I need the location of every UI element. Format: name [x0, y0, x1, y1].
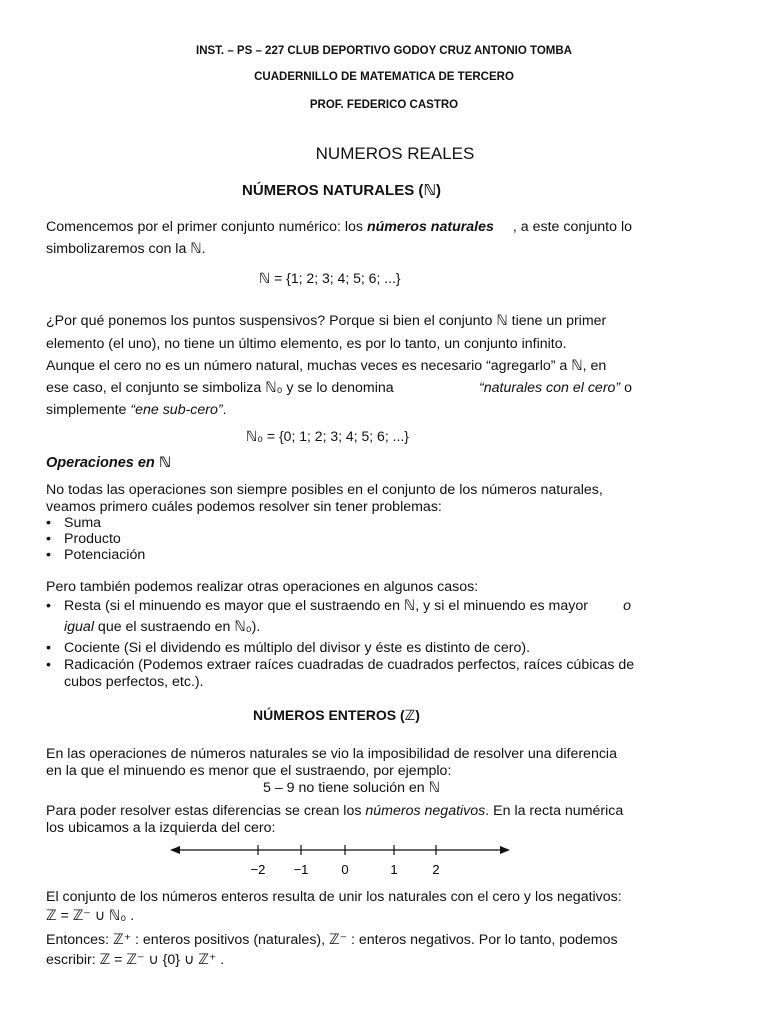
paragraph-otras-operaciones: Pero también podemos realizar otras operaciones en algunos casos: — [46, 579, 479, 595]
list-item-resta: • Resta (si el minuendo es mayor que el sustraendo en ℕ, y si el minuendo es mayor o — [46, 598, 631, 614]
list-item-radicacion: • Radicación (Podemos extraer raíces cuadradas de cuadrados perfectos, raíces cúbicas de — [46, 657, 635, 673]
number-line — [170, 838, 510, 880]
paragraph-negativos-line1: Para poder resolver estas diferencias se crean los números negativos. En la recta numérica — [46, 803, 624, 819]
header-school: INST. – PS – 227 CLUB DEPORTIVO GODOY CRUZ ANTONIO TOMBA — [196, 45, 572, 57]
paragraph-why-line2: elemento (el uno), no tiene un último elemento, es por lo tanto, un conjunto infinito. — [46, 336, 567, 352]
heading-enteros: NÚMEROS ENTEROS (ℤ) — [253, 707, 420, 723]
example-resta: 5 – 9 no tiene solución en ℕ — [263, 780, 441, 796]
paragraph-zero-line1: Aunque el cero no es un número natural, muchas veces es necesario “agregarlo” a ℕ, en — [46, 358, 607, 374]
paragraph-zero-line3: simplemente “ene sub-cero”. — [46, 402, 227, 418]
paragraph-enteros-line1: En las operaciones de números naturales se vio la imposibilidad de resolver una diferencia — [46, 746, 617, 762]
heading-operaciones: Operaciones en ℕ — [46, 455, 171, 471]
list-item-radicacion-cont: cubos perfectos, etc.). — [64, 674, 204, 690]
list-item-cociente: • Cociente (Si el dividendo es múltiplo del divisor y éste es distinto de cero). — [46, 640, 531, 656]
set-naturales: ℕ = {1; 2; 3; 4; 5; 6; ...} — [259, 270, 401, 286]
set-naturales-cero: ℕ₀ = {0; 1; 2; 3; 4; 5; 6; ...} — [246, 428, 409, 444]
number-line-arrow-right — [500, 846, 510, 854]
list-item-resta-cont: igual que el sustraendo en ℕ₀). — [64, 619, 261, 635]
formula-enteros-union: ℤ = ℤ⁻ ∪ ℕ₀ . — [46, 908, 135, 924]
paragraph-entonces-line1: Entonces: ℤ⁺ : enteros positivos (naturales), ℤ⁻ : enteros negativos. Por lo tanto, podemos — [46, 932, 618, 948]
tick-label: −1 — [293, 862, 309, 877]
paragraph-intro-line1: Comencemos por el primer conjunto numérico: los números naturales , a este conjunto lo — [46, 219, 632, 235]
tick-label: 1 — [390, 862, 398, 877]
number-line-arrow-left — [170, 846, 180, 854]
list-item: • Suma — [46, 515, 102, 531]
paragraph-union-line1: El conjunto de los números enteros resulta de unir los naturales con el cero y los negativos: — [46, 889, 622, 905]
paragraph-why-line1: ¿Por qué ponemos los puntos suspensivos? Porque si bien el conjunto ℕ tiene un primer — [46, 313, 607, 329]
header-teacher: PROF. FEDERICO CASTRO — [309, 99, 459, 111]
paragraph-enteros-line2: en la que el minuendo es menor que el sustraendo, por ejemplo: — [46, 763, 452, 779]
paragraph-entonces-line2: escribir: ℤ = ℤ⁻ ∪ {0} ∪ ℤ⁺ . — [46, 952, 225, 968]
heading-naturales: NÚMEROS NATURALES (ℕ) — [242, 182, 441, 199]
paragraph-intro-line2: simbolizaremos con la ℕ. — [46, 241, 206, 257]
paragraph-operaciones-line2: veamos primero cuáles podemos resolver sin tener problemas: — [46, 499, 442, 515]
tick-label: 2 — [432, 862, 440, 877]
paragraph-operaciones-line1: No todas las operaciones son siempre posibles en el conjunto de los números naturales, — [46, 482, 603, 498]
tick-label: 0 — [341, 862, 349, 877]
paragraph-zero-line2: ese caso, el conjunto se simboliza ℕ₀ y se lo denomina “naturales con el cero” o — [46, 380, 632, 396]
page-title: NUMEROS REALES — [315, 144, 475, 163]
header-booklet: CUADERNILLO DE MATEMATICA DE TERCERO — [254, 71, 514, 83]
list-item: • Potenciación — [46, 547, 146, 563]
list-item: • Producto — [46, 531, 121, 547]
tick-label: −2 — [250, 862, 266, 877]
paragraph-negativos-line2: los ubicamos a la izquierda del cero: — [46, 820, 276, 836]
